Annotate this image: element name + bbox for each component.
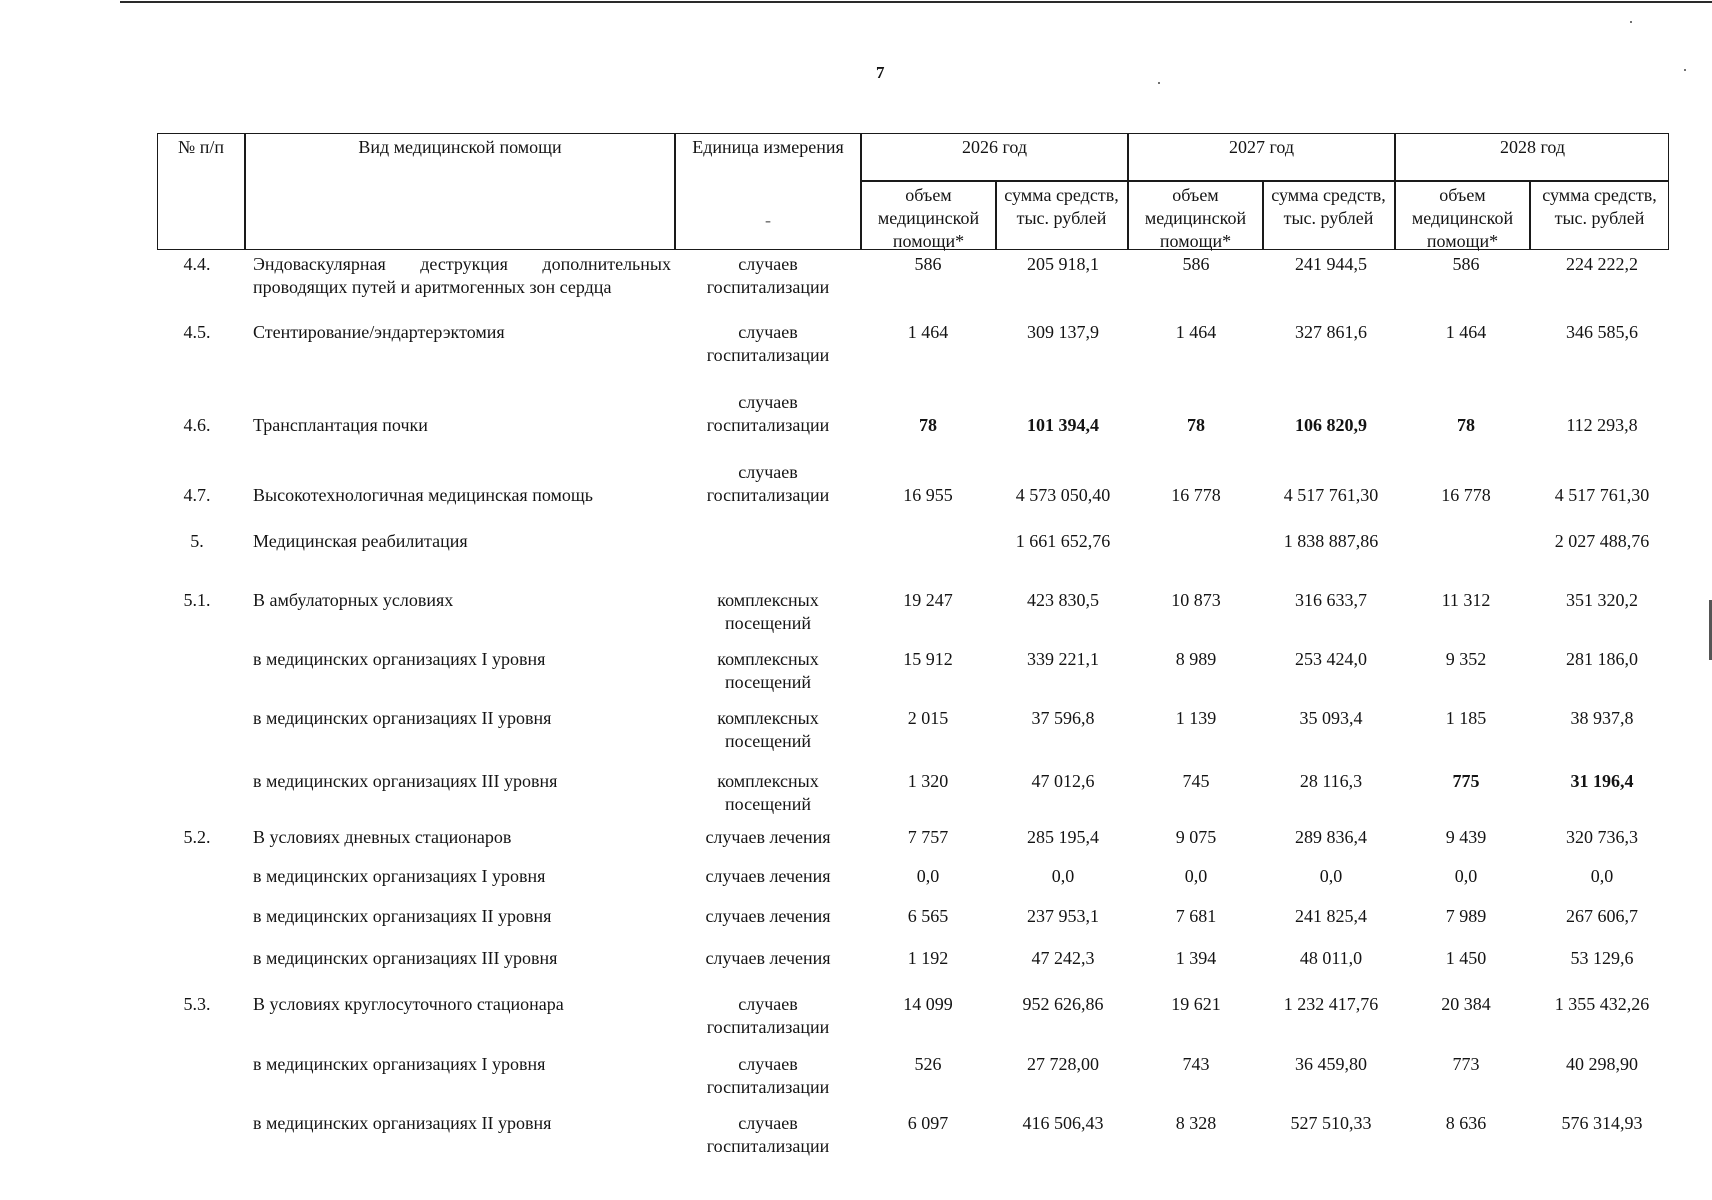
volume-2028: 7 989 [1445, 906, 1487, 926]
volume-2026: 2 015 [907, 708, 949, 728]
amount-2028: 0,0 [1590, 866, 1614, 886]
volume-2026: 586 [914, 254, 942, 274]
amount-2026: 101 394,4 [1027, 415, 1099, 435]
header-volume-2028: объем медицинской помощи* [1411, 185, 1514, 251]
row-unit: случаев госпитализации [706, 322, 830, 365]
volume-2027: 9 075 [1175, 827, 1217, 847]
amount-2027: 106 820,9 [1295, 415, 1367, 435]
amount-2027: 241 825,4 [1295, 906, 1367, 926]
row-number: 5. [190, 531, 204, 551]
row-name: в медицинских организациях III уровня [253, 948, 558, 968]
volume-2026: 0,0 [916, 866, 940, 886]
volume-2027: 8 328 [1175, 1113, 1217, 1133]
row-number: 5.2. [183, 827, 211, 847]
volume-2028: 8 636 [1445, 1113, 1487, 1133]
amount-2027: 527 510,33 [1290, 1113, 1372, 1133]
volume-2028: 586 [1452, 254, 1480, 274]
amount-2026: 309 137,9 [1027, 322, 1099, 342]
volume-2027: 10 873 [1171, 590, 1221, 610]
amount-2027: 289 836,4 [1295, 827, 1367, 847]
header-year-2026: 2026 год [961, 137, 1028, 157]
row-name: В условиях дневных стационаров [253, 827, 512, 847]
amount-2028: 31 196,4 [1570, 771, 1634, 791]
volume-2026: 14 099 [903, 994, 953, 1014]
row-name: в медицинских организациях I уровня [253, 866, 546, 886]
volume-2028: 9 439 [1445, 827, 1487, 847]
amount-2027: 48 011,0 [1299, 948, 1363, 968]
row-unit: комплексных посещений [717, 771, 819, 814]
volume-2028: 11 312 [1441, 590, 1491, 610]
amount-2027: 35 093,4 [1299, 708, 1363, 728]
volume-2028: 773 [1452, 1054, 1480, 1074]
row-unit: случаев госпитализации [706, 462, 830, 505]
header-amount-2028: сумма средств, тыс. рублей [1542, 185, 1657, 228]
volume-2026: 6 565 [907, 906, 949, 926]
amount-2028: 320 736,3 [1566, 827, 1638, 847]
volume-2027: 1 139 [1175, 708, 1217, 728]
amount-2026: 1 661 652,76 [1015, 531, 1111, 551]
amount-2026: 37 596,8 [1031, 708, 1095, 728]
header-divider [1262, 180, 1264, 250]
volume-2026: 15 912 [903, 649, 953, 669]
amount-2026: 952 626,86 [1022, 994, 1104, 1014]
volume-2027: 1 394 [1175, 948, 1217, 968]
header-divider [995, 180, 997, 250]
amount-2028: 346 585,6 [1566, 322, 1638, 342]
row-name: Медицинская реабилитация [253, 531, 468, 551]
scan-speck [1684, 69, 1686, 71]
volume-2028: 9 352 [1445, 649, 1487, 669]
volume-2027: 745 [1182, 771, 1210, 791]
row-name: Эндоваскулярная деструкция дополнительных проводящих путей и аритмогенных зон сердца [253, 254, 671, 297]
scan-top-edge-line [120, 1, 1712, 3]
row-name: в медицинских организациях II уровня [253, 906, 552, 926]
volume-2027: 586 [1182, 254, 1210, 274]
header-year-2027: 2027 год [1228, 137, 1295, 157]
amount-2026: 237 953,1 [1027, 906, 1099, 926]
row-name: в медицинских организациях I уровня [253, 649, 546, 669]
row-unit: случаев лечения [705, 948, 831, 968]
volume-2027: 7 681 [1175, 906, 1217, 926]
amount-2026: 47 012,6 [1031, 771, 1095, 791]
volume-2026: 526 [914, 1054, 942, 1074]
header-year-2028: 2028 год [1499, 137, 1566, 157]
row-unit: случаев госпитализации [706, 392, 830, 435]
row-name: В условиях круглосуточного стационара [253, 994, 564, 1014]
row-unit: комплексных посещений [717, 708, 819, 751]
row-name: В амбулаторных условиях [253, 590, 454, 610]
row-unit: случаев госпитализации [706, 254, 830, 297]
row-unit: случаев госпитализации [706, 994, 830, 1037]
row-name: Трансплантация почки [253, 415, 428, 435]
row-unit: комплексных посещений [717, 649, 819, 692]
volume-2028: 20 384 [1441, 994, 1491, 1014]
amount-2028: 224 222,2 [1566, 254, 1638, 274]
header-amount-2026: сумма средств, тыс. рублей [1004, 185, 1119, 228]
header-divider [860, 180, 1669, 182]
scan-speck [1630, 21, 1632, 23]
row-unit: случаев лечения [705, 866, 831, 886]
header-volume-2027: объем медицинской помощи* [1144, 185, 1247, 251]
volume-2027: 1 464 [1175, 322, 1217, 342]
row-unit: случаев лечения [705, 827, 831, 847]
amount-2028: 281 186,0 [1566, 649, 1638, 669]
amount-2028: 40 298,90 [1566, 1054, 1638, 1074]
amount-2026: 47 242,3 [1031, 948, 1095, 968]
amount-2026: 4 573 050,40 [1015, 485, 1111, 505]
header-amount-2027: сумма средств, тыс. рублей [1271, 185, 1386, 228]
volume-2027: 743 [1182, 1054, 1210, 1074]
row-number: 4.6. [183, 415, 211, 435]
amount-2027: 0,0 [1319, 866, 1343, 886]
row-unit: комплексных посещений [717, 590, 819, 633]
row-name: Высокотехнологичная медицинская помощь [253, 485, 593, 505]
volume-2027: 19 621 [1171, 994, 1221, 1014]
volume-2026: 16 955 [903, 485, 953, 505]
amount-2028: 53 129,6 [1570, 948, 1634, 968]
amount-2026: 285 195,4 [1027, 827, 1099, 847]
volume-2028: 78 [1457, 415, 1475, 435]
amount-2028: 351 320,2 [1566, 590, 1638, 610]
header-unit-mark: - [765, 210, 771, 230]
amount-2027: 253 424,0 [1295, 649, 1367, 669]
row-number: 4.4. [183, 254, 211, 274]
row-name: в медицинских организациях II уровня [253, 708, 552, 728]
volume-2027: 16 778 [1171, 485, 1221, 505]
amount-2027: 327 861,6 [1295, 322, 1367, 342]
amount-2026: 0,0 [1051, 866, 1075, 886]
row-name: Стентирование/эндартерэктомия [253, 322, 505, 342]
row-unit: случаев лечения [705, 906, 831, 926]
amount-2028: 576 314,93 [1561, 1113, 1643, 1133]
header-num: № п/п [178, 137, 224, 157]
amount-2027: 241 944,5 [1295, 254, 1367, 274]
volume-2026: 1 464 [907, 322, 949, 342]
row-number: 4.7. [183, 485, 211, 505]
amount-2028: 267 606,7 [1566, 906, 1638, 926]
volume-2028: 1 185 [1445, 708, 1487, 728]
amount-2026: 423 830,5 [1027, 590, 1099, 610]
amount-2026: 205 918,1 [1027, 254, 1099, 274]
amount-2028: 38 937,8 [1570, 708, 1634, 728]
amount-2028: 4 517 761,30 [1554, 485, 1650, 505]
row-name: в медицинских организациях III уровня [253, 771, 558, 791]
volume-2028: 0,0 [1454, 866, 1478, 886]
volume-2028: 775 [1452, 771, 1480, 791]
volume-2028: 16 778 [1441, 485, 1491, 505]
volume-2027: 78 [1187, 415, 1205, 435]
amount-2027: 36 459,80 [1295, 1054, 1367, 1074]
volume-2026: 1 320 [907, 771, 949, 791]
amount-2028: 1 355 432,26 [1554, 994, 1650, 1014]
header-volume-2026: объем медицинской помощи* [877, 185, 980, 251]
row-unit: случаев госпитализации [706, 1113, 830, 1156]
amount-2028: 2 027 488,76 [1554, 531, 1650, 551]
amount-2026: 416 506,43 [1022, 1113, 1104, 1133]
volume-2028: 1 450 [1445, 948, 1487, 968]
row-number: 4.5. [183, 322, 211, 342]
amount-2027: 316 633,7 [1295, 590, 1367, 610]
header-divider [1529, 180, 1531, 250]
volume-2026: 1 192 [907, 948, 949, 968]
amount-2026: 27 728,00 [1027, 1054, 1099, 1074]
amount-2026: 339 221,1 [1027, 649, 1099, 669]
amount-2027: 1 838 887,86 [1283, 531, 1379, 551]
amount-2027: 1 232 417,76 [1283, 994, 1379, 1014]
volume-2026: 19 247 [903, 590, 953, 610]
row-number: 5.1. [183, 590, 211, 610]
header-unit: Единица измерения [692, 137, 844, 157]
header-type: Вид медицинской помощи [358, 137, 562, 157]
row-name: в медицинских организациях I уровня [253, 1054, 546, 1074]
volume-2028: 1 464 [1445, 322, 1487, 342]
page-number: 7 [876, 63, 885, 82]
row-number: 5.3. [183, 994, 211, 1014]
scan-speck [1158, 82, 1160, 84]
row-name: в медицинских организациях II уровня [253, 1113, 552, 1133]
amount-2027: 4 517 761,30 [1283, 485, 1379, 505]
volume-2026: 7 757 [907, 827, 949, 847]
amount-2028: 112 293,8 [1566, 415, 1638, 435]
amount-2027: 28 116,3 [1299, 771, 1363, 791]
volume-2026: 6 097 [907, 1113, 949, 1133]
volume-2027: 0,0 [1184, 866, 1208, 886]
row-unit: случаев госпитализации [706, 1054, 830, 1097]
volume-2027: 8 989 [1175, 649, 1217, 669]
volume-2026: 78 [919, 415, 937, 435]
